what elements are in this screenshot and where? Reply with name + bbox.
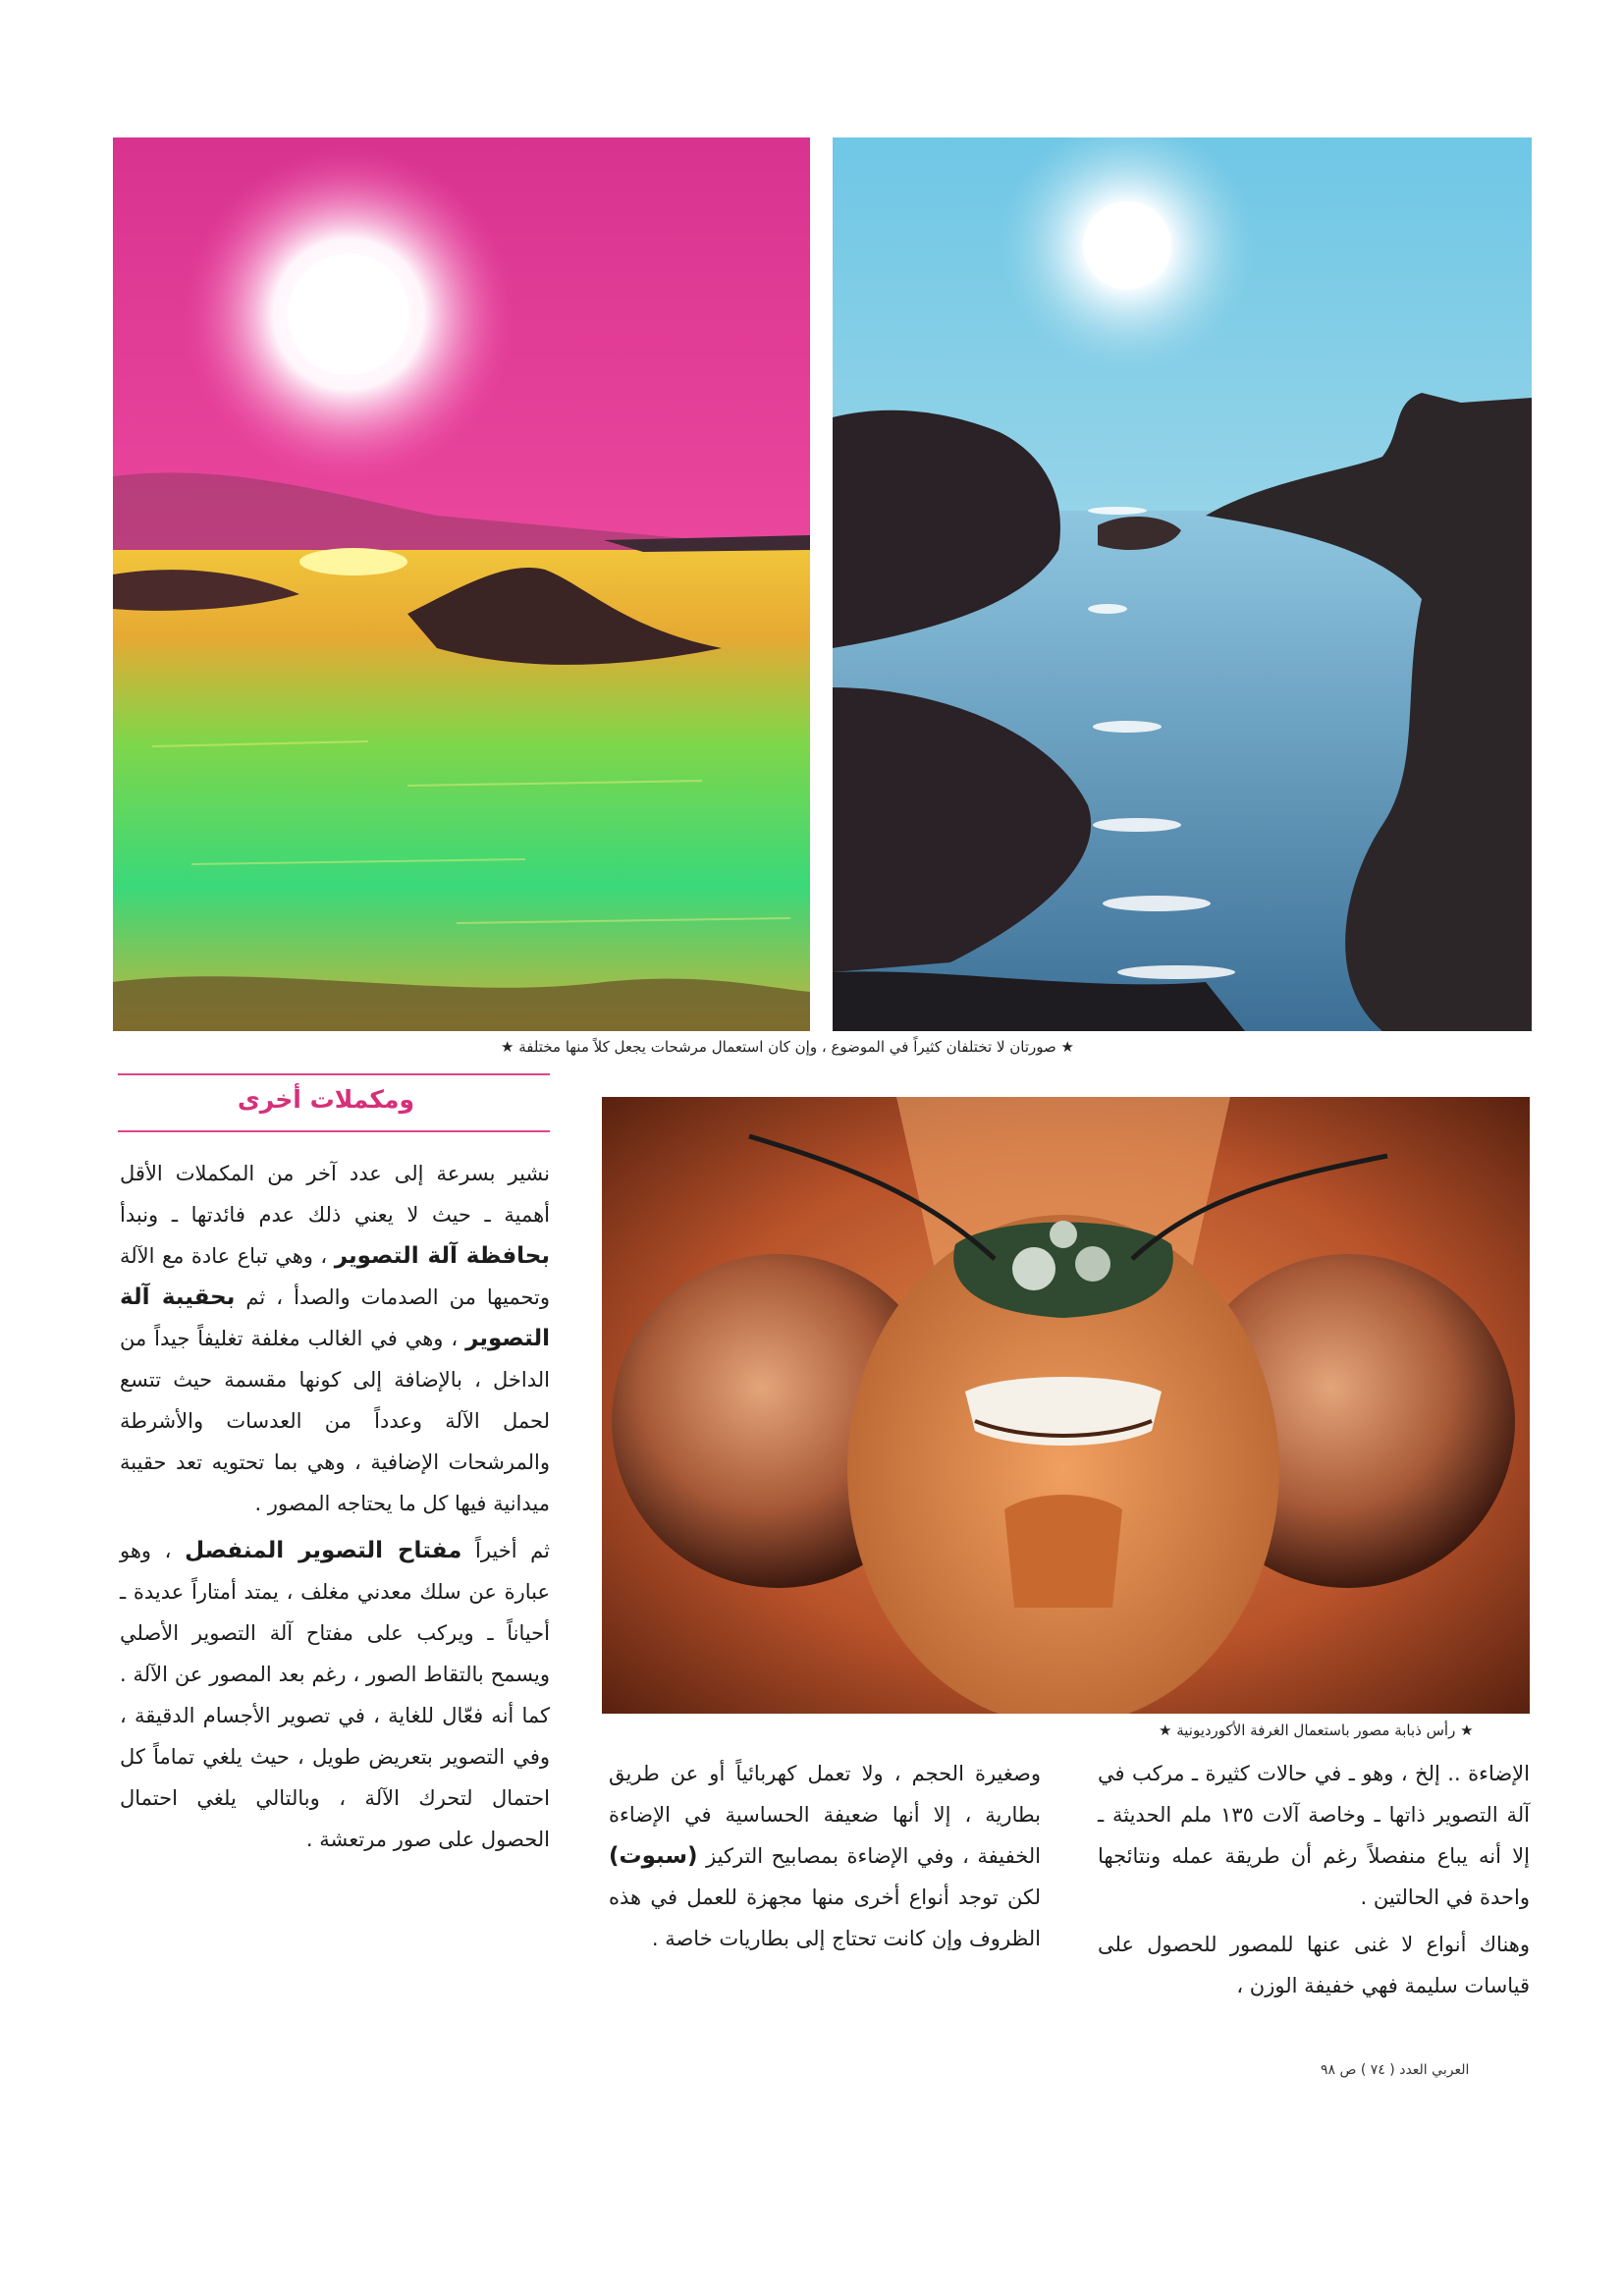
section-heading-block	[118, 1073, 550, 1132]
text-span: ، وهي في الغالب مغلفة تغليفاً جيداً من الداخل ، بالإضافة إلى كونها مقسمة حيث تتسع لحمل الآلة وعدداً من العدسات والأشرطة والمرشحات الإضافية ، وهي بما تحتويه تعد حقيبة ميدانية فيها كل ما يحتاجه المصور .	[120, 1327, 550, 1515]
article-column-right	[1098, 1753, 1530, 2048]
fly-caption: ★ رأس ذبابة مصور باستعمال الغرفة الأكورديونية ★	[1159, 1722, 1474, 1739]
paragraph-cable-release	[120, 1530, 550, 1860]
paragraph-light-meter: الإضاءة .. إلخ ، وهو ـ في حالات كثيرة ـ مركب في آلة التصوير ذاتها ـ وخاصة آلات ١٣٥ ملم الحديثة ـ إلا أنه يباع منفصلاً رغم أن طريقة عمله ونتائجها واحدة في الحالتين .	[1098, 1762, 1531, 1909]
heading-rule-top	[118, 1073, 550, 1075]
heading-rule-bottom	[118, 1130, 550, 1132]
rocky-coast-photo	[833, 137, 1532, 1031]
text-span: ثم أخيراً	[461, 1539, 550, 1562]
term-camera-case: بحافظة آلة التصوير	[334, 1243, 550, 1269]
fly-head-photo	[602, 1097, 1530, 1714]
paragraph-meter-types: وهناك أنواع لا غنى عنها للمصور للحصول على قياسات سليمة فهي خفيفة الوزن ،	[1098, 1933, 1530, 1997]
section-heading: ومكملات أخرى	[237, 1085, 414, 1114]
photos-caption: ★ صورتان لا تختلفان كثيراً في الموضوع ، وإن كان استعمال مرشحات يجعل كلاً منها مختلفة ★	[501, 1038, 1074, 1056]
sunset-photo	[113, 137, 810, 1031]
fly-head-photo-art	[602, 1097, 1530, 1714]
article-column-left	[120, 1153, 550, 2032]
term-spot: (سبوت)	[609, 1843, 698, 1869]
term-camera-bag: بحقيبة آلة التصوير	[120, 1285, 550, 1351]
text-span: لكن توجد أنواع أخرى منها مجهزة للعمل في هذه الظروف وإن كانت تحتاج إلى بطاريات خاصة .	[609, 1886, 1041, 1950]
text-span: وصغيرة الحجم ، ولا تعمل كهربائياً أو عن طريق بطارية ، إلا أنها ضعيفة الحساسية في الإضاءة الخفيفة ، وفي الإضاءة بمصابيح التركيز	[609, 1762, 1041, 1868]
text-span: ، وهو عبارة عن سلك معدني مغلف ، يمتد أمتاراً عديدة ـ أحياناً ـ ويركب على مفتاح آلة التصوير الأصلي ويسمح بالتقاط الصور ، رغم بعد المصور عن الآلة . كما أنه فعّال للغاية ، في تصوير الأجسام الدقيقة ، وفي التصوير بتعريض طويل ، حيث يلغي تماماً كل احتمال لتحرك الآلة ، وبالتالي يلغي احتمال الحصول على صور مرتعشة .	[120, 1539, 550, 1851]
sunset-photo-art	[113, 137, 810, 1031]
article-column-middle	[609, 1753, 1041, 2048]
paragraph-meters	[609, 1753, 1041, 1959]
text-span: نشير بسرعة إلى عدد آخر من المكملات الأقل أهمية ـ حيث لا يعني ذلك عدم فائدتها ـ ونبدأ	[120, 1162, 550, 1227]
paragraph-accessories	[120, 1153, 550, 1524]
rocky-coast-photo-art	[833, 137, 1532, 1031]
text-span: ، وهي تباع عادة مع الآلة وتحميها من الصدمات والصدأ ، ثم	[120, 1244, 550, 1309]
term-cable-release: مفتاح التصوير المنفصل	[185, 1538, 462, 1563]
page-footer: العربي العدد ( ٧٤ ) ص ٩٨	[1321, 2062, 1470, 2078]
